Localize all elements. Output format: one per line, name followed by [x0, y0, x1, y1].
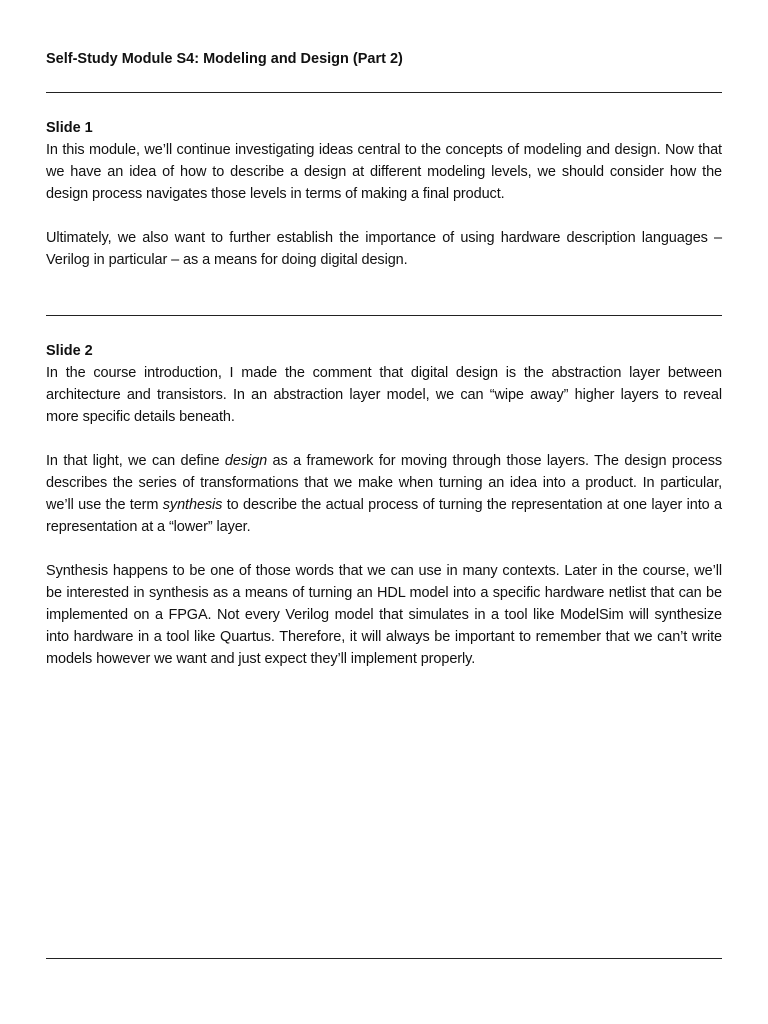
slide-2-heading: Slide 2 [46, 343, 93, 359]
term-design: design [224, 453, 268, 469]
term-synthesis: synthesis [162, 497, 223, 513]
divider-middle [46, 315, 722, 316]
slide-1-paragraph-1: In this module, we’ll continue investigating ideas central to the concepts of modeling and design. Now that we have an idea of how to describe a design at different modeling levels, we should consider how the design process navigates those levels in terms of making a final product. [46, 142, 722, 202]
slide-2-paragraph-3: Synthesis happens to be one of those words that we can use in many contexts. Later in the course, we’ll be interested in synthesis as a means of turning an HDL model into a specific hardware netlist that can be implemented on a FPGA. Not every Verilog model that simulates in a tool like ModelSim will synthesize into hardware in a tool like Quartus. Therefore, it will always be important to remember that we can’t write models however we want and just expect they’ll implement properly. [46, 563, 722, 667]
divider-bottom [46, 958, 722, 959]
slide-1-paragraph-2: Ultimately, we also want to further establish the importance of using hardware description languages – Verilog in particular – as a means for doing digital design. [46, 230, 722, 268]
divider-top [46, 92, 722, 93]
slide-1-heading: Slide 1 [46, 120, 93, 136]
paragraph-text: In that light, we can define [46, 453, 225, 469]
document-page [46, 0, 722, 1024]
paragraph-text: as a framework for moving through those layers. The design process describes the series of transformations that we make when turning an idea into a product. In particular, we’ll use the term [46, 453, 722, 513]
paragraph-text: to describe the actual process of turning the representation at one layer into a representation at a “lower” layer. [46, 497, 722, 535]
document-title: Self-Study Module S4: Modeling and Design (Part 2) [46, 51, 403, 67]
slide-2-section [46, 340, 722, 670]
slide-2-paragraph-2 [46, 450, 722, 538]
slide-1-section [46, 117, 722, 271]
slide-2-paragraph-1: In the course introduction, I made the comment that digital design is the abstraction layer between architecture and transistors. In an abstraction layer model, we can “wipe away” higher layers to reveal more specific details beneath. [46, 365, 722, 425]
